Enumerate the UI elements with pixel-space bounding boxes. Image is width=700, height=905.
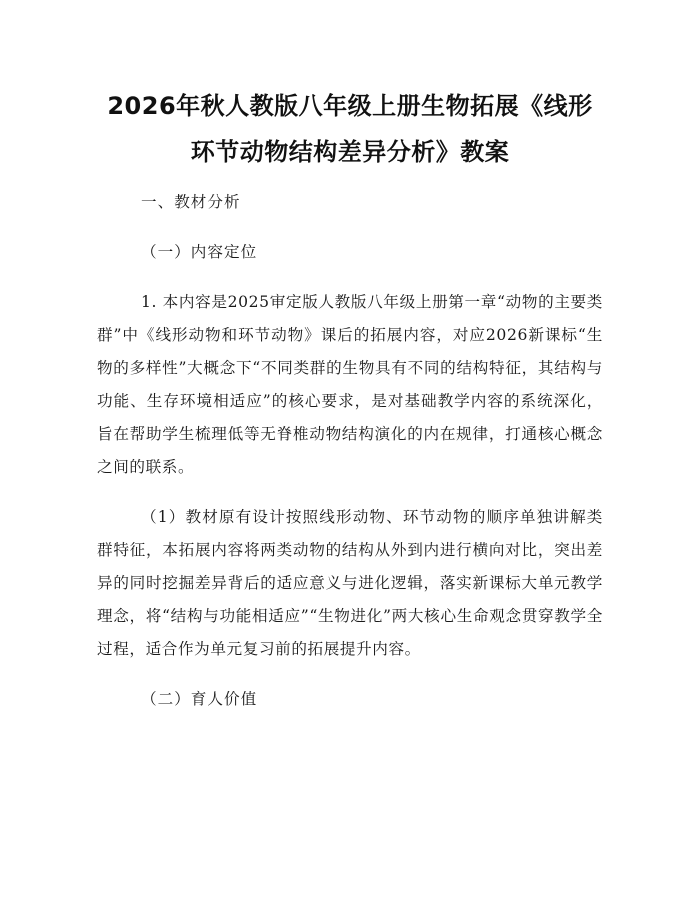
title-line-1: 2026年秋人教版八年级上册生物拓展《线形 <box>107 92 593 120</box>
document-title <box>97 83 603 175</box>
subsection-heading-content-positioning: （一）内容定位 <box>141 243 258 261</box>
section-heading-teaching-material-analysis: 一、教材分析 <box>141 193 241 211</box>
subsection-heading-educational-value: （二）育人价值 <box>141 690 258 708</box>
document-body <box>97 186 603 733</box>
paragraph-content-positioning: 1. 本内容是2025审定版人教版八年级上册第一章“动物的主要类群”中《线形动物和环节动物》课后的拓展内容，对应2026新课标“生物的多样性”大概念下“不同类群的生物具有不同的结构特征，其结构与功能、生存环境相适应”的核心要求，是对基础教学内容的系统深化，旨在帮助学生梳理低等无脊椎动物结构演化的内在规律，打通核心概念之间的联系。 <box>97 293 603 476</box>
title-line-2: 环节动物结构差异分析》教案 <box>190 138 510 166</box>
paragraph-textbook-design: （1）教材原有设计按照线形动物、环节动物的顺序单独讲解类群特征，本拓展内容将两类动物的结构从外到内进行横向对比，突出差异的同时挖掘差异背后的适应意义与进化逻辑，落实新课标大单元教学理念，将“结构与功能相适应”“生物进化”两大核心生命观念贯穿教学全过程，适合作为单元复习前的拓展提升内容。 <box>97 508 603 658</box>
